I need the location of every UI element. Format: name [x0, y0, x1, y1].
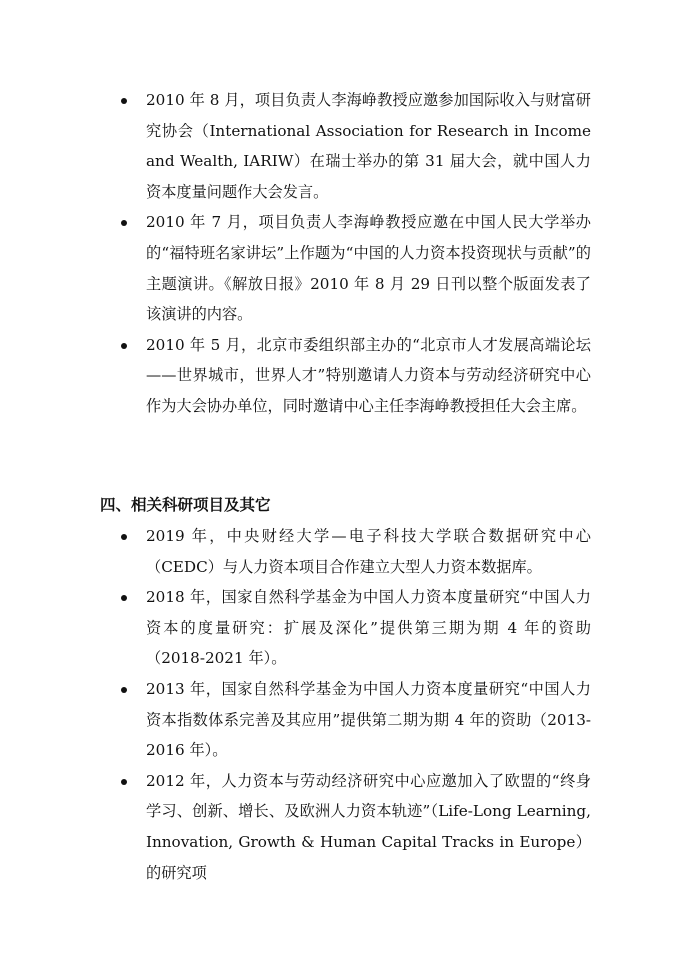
list-item-text: 2010 年 8 月，项目负责人李海峥教授应邀参加国际收入与财富研究协会（International Association for Research in Income and Wealth, IARIW）在瑞士举办的第 31 届大会，就中国人力资本度量问题作大会发言。: [146, 91, 591, 201]
list-item-text: 2019 年，中央财经大学—电子科技大学联合数据研究中心（CEDC）与人力资本项目合作建立大型人力资本数据库。: [146, 527, 591, 576]
list-item: [0, 207, 687, 329]
section-heading: 四、相关科研项目及其它: [100, 496, 271, 514]
bullet-icon: [121, 595, 127, 601]
bullet-icon: [121, 779, 127, 785]
list-item: [0, 674, 687, 766]
list-item-text: 2012 年，人力资本与劳动经济研究中心应邀加入了欧盟的“终身学习、创新、增长、及欧洲人力资本轨迹”（Life-Long Learning, Innovation, Growth & Human Capital Tracks in Europe）的研究项: [146, 771, 591, 882]
achievements-list: [0, 85, 687, 422]
bullet-icon: [121, 220, 127, 226]
list-item-text: 2010 年 7 月，项目负责人李海峥教授应邀在中国人民大学举办的“福特班名家讲坛”上作题为“中国的人力资本投资现状与贡献”的主题演讲。《解放日报》2010 年 8 月 29 日刊以整个版面发表了该演讲的内容。: [146, 213, 591, 324]
list-item-text: 2010 年 5 月，北京市委组织部主办的“北京市人才发展高端论坛——世界城市，世界人才”特别邀请人力资本与劳动经济研究中心作为大会协办单位，同时邀请中心主任李海峥教授担任大会主席。: [146, 335, 591, 415]
list-item: [0, 85, 687, 207]
bullet-icon: [121, 534, 127, 540]
research-projects-list: [0, 521, 687, 888]
list-item-text: 2018 年，国家自然科学基金为中国人力资本度量研究“中国人力资本的度量研究：扩展及深化”提供第三期为期 4 年的资助（2018-2021 年）。: [146, 588, 591, 668]
bullet-icon: [121, 98, 127, 104]
list-item: [0, 582, 687, 674]
list-item: [0, 330, 687, 422]
list-item: [0, 521, 687, 582]
bullet-icon: [121, 687, 127, 693]
bullet-icon: [121, 343, 127, 349]
list-item: [0, 766, 687, 888]
list-item-text: 2013 年，国家自然科学基金为中国人力资本度量研究“中国人力资本指数体系完善及其应用”提供第二期为期 4 年的资助（2013-2016 年）。: [146, 679, 591, 760]
